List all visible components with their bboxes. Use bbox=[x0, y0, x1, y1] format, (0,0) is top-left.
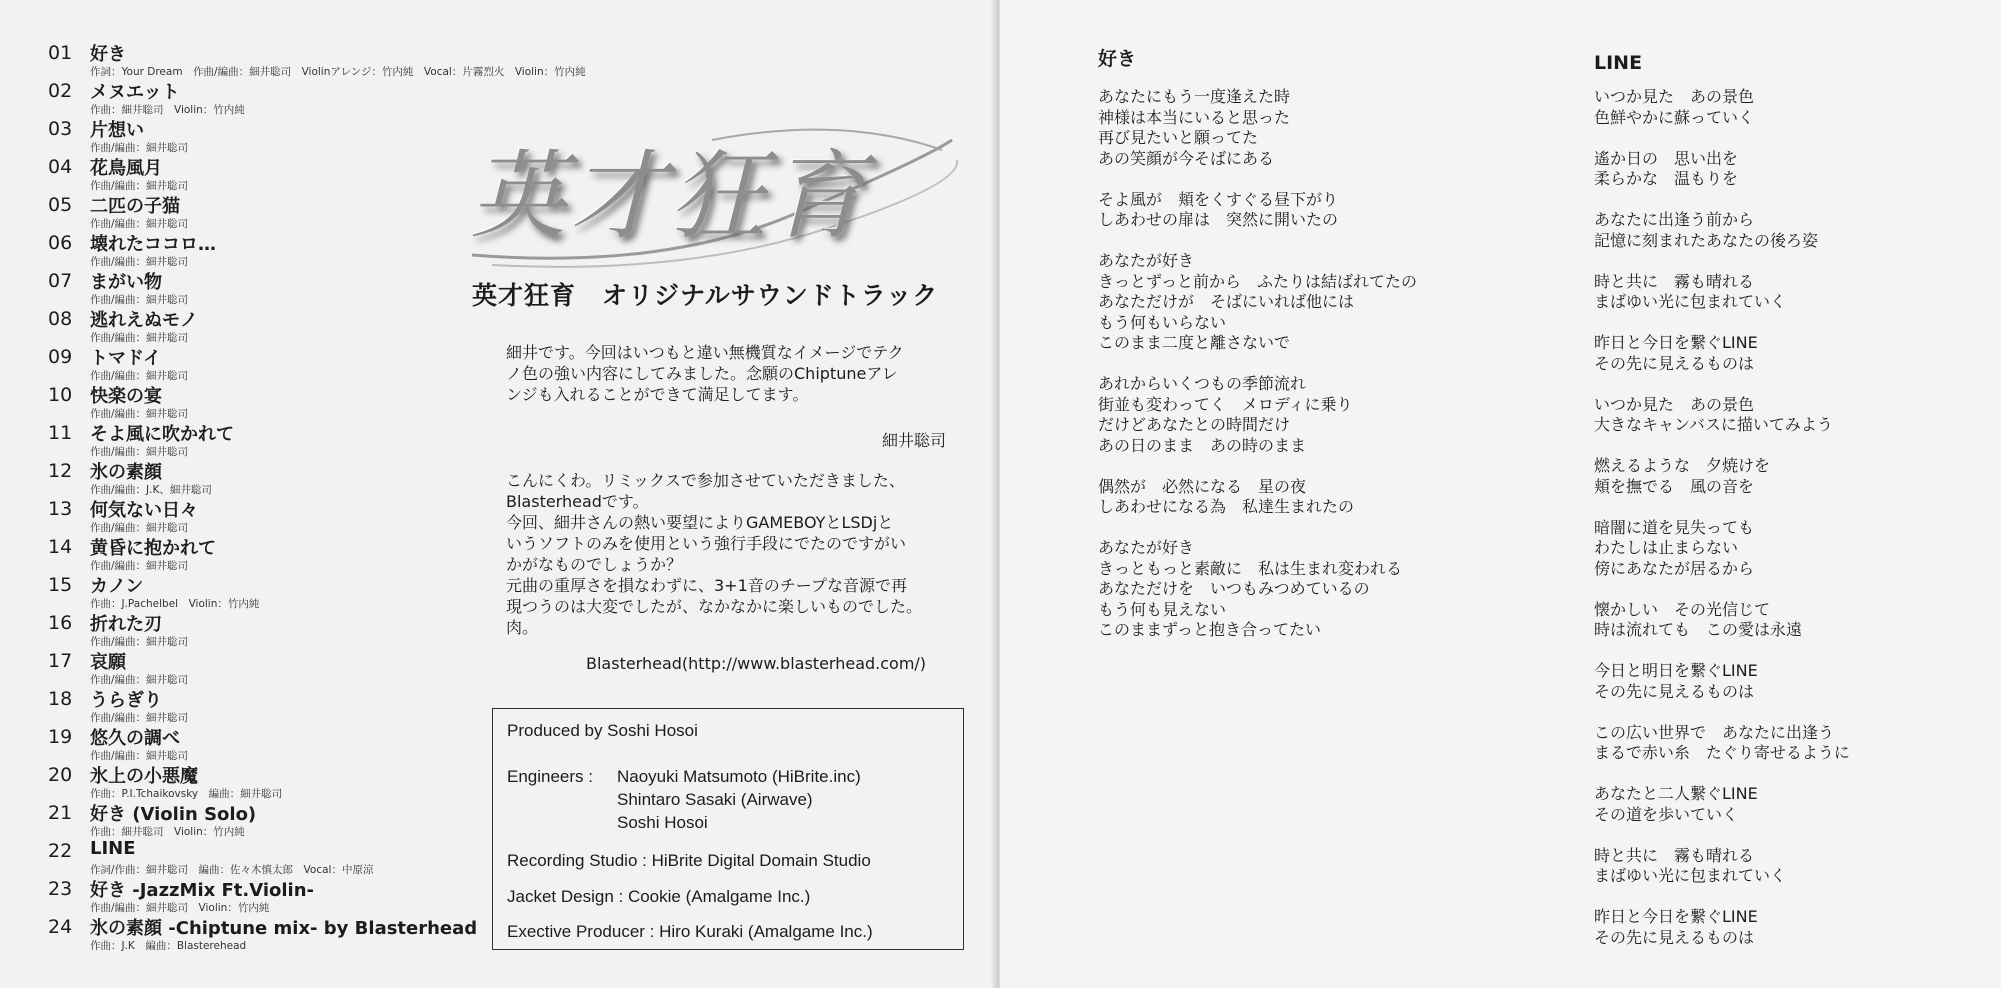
lyric-line: 昨日と今日を繋ぐLINE bbox=[1594, 907, 1758, 926]
track-number: 03 bbox=[48, 118, 73, 140]
track-item bbox=[48, 494, 568, 532]
track-credit: 作曲/編曲：細井聡司 bbox=[90, 712, 189, 724]
track-number: 10 bbox=[48, 384, 73, 406]
track-credit: 作曲/編曲：細井聡司 bbox=[90, 180, 189, 192]
lyric-line: あなたに出逢う前から bbox=[1594, 210, 1755, 229]
lyric-line: このままずっと抱き合ってたい bbox=[1098, 620, 1322, 639]
track-number: 20 bbox=[48, 764, 73, 786]
lyric-line: 暗闇に道を見失っても bbox=[1594, 517, 1755, 537]
credit-executive: Exective Producer : Hiro Kuraki (Amalgame Inc.) bbox=[507, 922, 873, 941]
lyric-stanza bbox=[1098, 251, 1417, 354]
lyric-line: きっとずっと前から ふたりは結ばれてたの bbox=[1098, 271, 1418, 291]
lyric-stanza bbox=[1594, 149, 1850, 190]
track-item bbox=[48, 684, 568, 722]
lyric-line: あなたと二人繋ぐLINE bbox=[1594, 784, 1758, 803]
track-credit: 作曲/編曲：細井聡司 bbox=[90, 142, 189, 154]
comment-line: 現つうのは大変でしたが、なかなかに楽しいものでした。 bbox=[506, 597, 923, 616]
track-number: 18 bbox=[48, 688, 73, 710]
lyric-stanza bbox=[1098, 190, 1417, 231]
track-title: 氷上の小悪魔 bbox=[90, 766, 198, 787]
track-item bbox=[48, 380, 568, 418]
credit-jacket: Jacket Design : Cookie (Amalgame Inc.) bbox=[507, 887, 811, 906]
lyric-stanza bbox=[1594, 723, 1850, 764]
track-title: 哀願 bbox=[90, 652, 126, 673]
track-credit: 作曲/編曲：細井聡司 bbox=[90, 256, 189, 268]
lyric-stanza bbox=[1594, 907, 1850, 948]
track-title: 何気ない日々 bbox=[90, 500, 198, 521]
comment-line: ノ色の強い内容にしてみました。念願のChiptuneアレ bbox=[506, 364, 898, 383]
lyric-stanza bbox=[1594, 210, 1850, 251]
track-credit: 作曲/編曲：細井聡司 bbox=[90, 750, 189, 762]
lyric-stanza bbox=[1594, 87, 1850, 128]
lyric-line: あれからいくつもの季節流れ bbox=[1098, 374, 1307, 393]
track-credit: 作曲/編曲：細井聡司 bbox=[90, 636, 189, 648]
track-item bbox=[48, 912, 568, 950]
lyric-line: 記憶に刻まれたあなたの後ろ姿 bbox=[1594, 230, 1819, 250]
credit-studio: Recording Studio : HiBrite Digital Domain Studio bbox=[507, 851, 871, 870]
track-credit: 作曲/編曲：細井聡司 Violin：竹内純 bbox=[90, 902, 270, 914]
lyric-line: いつか見た あの景色 bbox=[1594, 87, 1755, 106]
track-item bbox=[48, 608, 568, 646]
lyric-line: 偶然が 必然になる 星の夜 bbox=[1098, 476, 1307, 496]
track-title: そよ風に吹かれて bbox=[90, 424, 234, 445]
track-credit: 作曲/編曲：細井聡司 bbox=[90, 370, 189, 382]
track-item bbox=[48, 836, 568, 874]
lyric-stanza bbox=[1098, 374, 1417, 456]
lyrics-line-title: LINE bbox=[1594, 52, 1643, 74]
track-credit: 作曲：J.Pachelbel Violin：竹内純 bbox=[90, 598, 260, 610]
track-item bbox=[48, 570, 568, 608]
lyric-line: きっともっと素敵に 私は生まれ変われる bbox=[1098, 558, 1403, 578]
track-credit: 作曲：細井聡司 Violin：竹内純 bbox=[90, 826, 245, 838]
track-title: 二匹の子猫 bbox=[90, 196, 180, 217]
track-title: カノン bbox=[90, 576, 144, 597]
track-title: 逃れえぬモノ bbox=[90, 310, 198, 331]
track-number: 24 bbox=[48, 916, 73, 938]
lyric-line: だけどあなたとの時間だけ bbox=[1098, 415, 1291, 434]
track-title: 悠久の調べ bbox=[90, 728, 180, 749]
lyric-line: 時と共に 霧も晴れる bbox=[1594, 271, 1755, 291]
lyric-line: 大きなキャンバスに描いてみよう bbox=[1594, 415, 1833, 434]
album-logo bbox=[462, 120, 962, 280]
comment-line: こんにくわ。リミックスで参加させていただきました、 bbox=[506, 471, 905, 490]
track-item bbox=[48, 456, 568, 494]
logo-wordmark: 英才狂育 bbox=[470, 140, 870, 252]
lyric-line: 懐かしい その光信じて bbox=[1594, 599, 1771, 619]
credit-engineer: Soshi Hosoi bbox=[617, 813, 708, 832]
track-number: 14 bbox=[48, 536, 73, 558]
track-credit: 作曲/編曲：細井聡司 bbox=[90, 522, 189, 534]
track-title: 壊れたココロ… bbox=[90, 234, 216, 255]
blasterhead-signature: Blasterhead(http://www.blasterhead.com/) bbox=[586, 654, 927, 673]
lyric-line: 遙か日の 思い出を bbox=[1594, 148, 1739, 168]
track-number: 11 bbox=[48, 422, 73, 444]
lyric-line: 今日と明日を繋ぐLINE bbox=[1594, 661, 1758, 680]
track-credit: 作曲：細井聡司 Violin：竹内純 bbox=[90, 104, 245, 116]
lyric-line: あの笑顔が今そばにある bbox=[1098, 148, 1275, 168]
comment-line: 元曲の重厚さを損なわずに、3+1音のチープな音源で再 bbox=[506, 576, 907, 595]
lyrics-suki-title: 好き bbox=[1098, 48, 1137, 70]
track-number: 13 bbox=[48, 498, 73, 520]
track-number: 08 bbox=[48, 308, 73, 330]
lyric-line: まるで赤い糸 たぐり寄せるように bbox=[1594, 743, 1850, 762]
lyric-stanza bbox=[1594, 600, 1850, 641]
lyric-line: あの日のまま あの時のまま bbox=[1098, 435, 1307, 455]
track-item bbox=[48, 38, 586, 78]
track-number: 02 bbox=[48, 80, 73, 102]
track-title: うらぎり bbox=[90, 690, 162, 711]
track-item bbox=[48, 646, 568, 684]
track-item bbox=[48, 760, 568, 798]
lyric-stanza bbox=[1594, 456, 1850, 497]
lyric-line: 昨日と今日を繋ぐLINE bbox=[1594, 333, 1758, 352]
blasterhead-comment bbox=[506, 470, 952, 638]
credit-engineer: Naoyuki Matsumoto (HiBrite.inc) bbox=[617, 767, 861, 786]
lyric-line: あなたにもう一度逢えた時 bbox=[1098, 87, 1291, 106]
lyric-line: その先に見えるものは bbox=[1594, 681, 1755, 701]
track-number: 17 bbox=[48, 650, 73, 672]
lyric-stanza bbox=[1594, 272, 1850, 313]
lyric-line: 燃えるような 夕焼けを bbox=[1594, 456, 1771, 475]
track-title: メヌエット bbox=[90, 82, 180, 103]
lyric-line: いつか見た あの景色 bbox=[1594, 394, 1755, 414]
track-number: 23 bbox=[48, 878, 73, 900]
lyric-stanza bbox=[1098, 87, 1417, 169]
track-number: 19 bbox=[48, 726, 73, 748]
track-title: 好き -JazzMix Ft.Violin- bbox=[90, 880, 315, 901]
track-title: 片想い bbox=[90, 120, 144, 141]
lyric-stanza bbox=[1098, 538, 1417, 641]
track-number: 12 bbox=[48, 460, 73, 482]
track-title: 好き (Violin Solo) bbox=[90, 804, 257, 825]
track-number: 22 bbox=[48, 840, 73, 862]
credit-engineer: Shintaro Sasaki (Airwave) bbox=[617, 790, 813, 809]
track-credit: 作曲/編曲：細井聡司 bbox=[90, 294, 189, 306]
track-credit: 作曲/編曲：細井聡司 bbox=[90, 674, 189, 686]
lyric-stanza bbox=[1594, 333, 1850, 374]
comment-line: ンジも入れることができて満足してます。 bbox=[506, 385, 809, 404]
track-number: 04 bbox=[48, 156, 73, 178]
lyric-line: もう何もいらない bbox=[1098, 312, 1227, 332]
lyric-stanza bbox=[1594, 395, 1850, 436]
track-credit: 作曲：J.K 編曲：Blasterehead bbox=[90, 940, 247, 952]
track-number: 16 bbox=[48, 612, 73, 634]
lyric-line: その先に見えるものは bbox=[1594, 353, 1755, 373]
comment-line: 細井です。今回はいつもと違い無機質なイメージでテク bbox=[506, 343, 904, 362]
track-item bbox=[48, 798, 568, 836]
lyric-line: まばゆい光に包まれていく bbox=[1594, 866, 1787, 885]
lyric-line: その先に見えるものは bbox=[1594, 927, 1755, 947]
lyric-line: あなただけを いつもみつめているの bbox=[1098, 579, 1370, 598]
track-credit: 作曲/編曲：細井聡司 bbox=[90, 332, 189, 344]
lyric-line: 時と共に 霧も晴れる bbox=[1594, 845, 1755, 865]
track-title: 黄昏に抱かれて bbox=[90, 538, 216, 559]
hosoi-signature: 細井聡司 bbox=[882, 431, 947, 450]
hosoi-comment bbox=[506, 342, 952, 405]
lyric-line: 神様は本当にいると思った bbox=[1098, 107, 1291, 127]
track-number: 05 bbox=[48, 194, 73, 216]
lyric-line: あなたが好き bbox=[1098, 251, 1195, 270]
lyric-stanza bbox=[1594, 518, 1850, 580]
track-credit: 作曲：P.I.Tchaikovsky 編曲：細井聡司 bbox=[90, 788, 283, 800]
track-credit: 作詞：Your Dream 作曲/編曲：細井聡司 Violinアレンジ：竹内純 Vocal：片霧烈火 Violin：竹内純 bbox=[90, 66, 586, 78]
lyric-line: このまま二度と離さないで bbox=[1098, 333, 1291, 352]
track-number: 15 bbox=[48, 574, 73, 596]
track-item bbox=[48, 418, 568, 456]
lyric-line: 街並も変わってく メロディに乗り bbox=[1098, 394, 1353, 414]
track-item bbox=[48, 342, 568, 380]
track-credit: 作曲/編曲：細井聡司 bbox=[90, 408, 189, 420]
lyric-stanza bbox=[1594, 661, 1850, 702]
album-title: 英才狂育 オリジナルサウンドトラック bbox=[472, 281, 939, 310]
track-item bbox=[48, 532, 568, 570]
lyric-stanza bbox=[1098, 477, 1417, 518]
track-title: 氷の素顔 bbox=[90, 462, 162, 483]
comment-line: Blasterheadです。 bbox=[506, 492, 649, 511]
track-title: 好き bbox=[90, 44, 126, 65]
track-item bbox=[48, 874, 568, 912]
lyric-line: 再び見たいと願ってた bbox=[1098, 128, 1259, 147]
lyric-line: 頬を撫でる 風の音を bbox=[1594, 476, 1755, 496]
credit-producer: Produced by Soshi Hosoi bbox=[507, 721, 698, 740]
track-number: 21 bbox=[48, 802, 73, 824]
lyric-stanza bbox=[1594, 846, 1850, 887]
lyric-stanza bbox=[1594, 784, 1850, 825]
lyric-line: この広い世界で あなたに出逢う bbox=[1594, 722, 1835, 742]
lyric-line: しあわせになる為 私達生まれたの bbox=[1098, 497, 1355, 516]
track-title: 折れた刃 bbox=[90, 614, 162, 635]
track-number: 01 bbox=[48, 42, 73, 64]
track-credit: 作詞/作曲：細井聡司 編曲：佐々木慎太郎 Vocal：中原涼 bbox=[90, 864, 374, 876]
comment-line: 今回、細井さんの熱い要望によりGAMEBOYとLSDjと bbox=[506, 513, 894, 532]
lyric-line: わたしは止まらない bbox=[1594, 538, 1739, 557]
lyric-line: そよ風が 頬をくすぐる昼下がり bbox=[1098, 189, 1339, 209]
track-title: 氷の素顔 -Chiptune mix- by Blasterhead bbox=[90, 918, 478, 939]
comment-line: いうソフトのみを使用という強行手段にでたのですがい bbox=[506, 534, 907, 553]
track-title: 快楽の宴 bbox=[90, 386, 162, 407]
comment-line: 肉。 bbox=[506, 618, 539, 637]
lyrics-line bbox=[1594, 87, 1850, 969]
track-number: 09 bbox=[48, 346, 73, 368]
lyric-line: まばゆい光に包まれていく bbox=[1594, 292, 1787, 311]
credit-engineers-label: Engineers : bbox=[507, 767, 593, 786]
track-item bbox=[48, 722, 568, 760]
track-title: LINE bbox=[90, 838, 136, 859]
track-credit: 作曲/編曲：細井聡司 bbox=[90, 560, 189, 572]
booklet-left-page bbox=[0, 0, 996, 988]
track-number: 06 bbox=[48, 232, 73, 254]
booklet-right-page bbox=[1000, 0, 2001, 988]
track-title: 花鳥風月 bbox=[90, 158, 162, 179]
lyric-line: その道を歩いていく bbox=[1594, 804, 1739, 824]
lyric-line: あなたが好き bbox=[1098, 538, 1195, 557]
production-credits-box bbox=[492, 708, 964, 950]
lyric-line: 柔らかな 温もりを bbox=[1594, 169, 1739, 188]
lyric-line: しあわせの扉は 突然に開いたの bbox=[1098, 210, 1339, 229]
comment-line: かがなものでしょうか？ bbox=[506, 555, 683, 574]
lyrics-suki bbox=[1098, 87, 1417, 661]
track-title: まがい物 bbox=[90, 272, 162, 293]
lyric-line: 色鮮やかに蘇っていく bbox=[1594, 107, 1755, 127]
lyric-line: もう何も見えない bbox=[1098, 599, 1227, 619]
track-item bbox=[48, 76, 568, 114]
track-credit: 作曲/編曲：J.K、細井聡司 bbox=[90, 484, 212, 496]
track-number: 07 bbox=[48, 270, 73, 292]
track-credit: 作曲/編曲：細井聡司 bbox=[90, 218, 189, 230]
track-credit: 作曲/編曲：細井聡司 bbox=[90, 446, 189, 458]
lyric-line: 時は流れても この愛は永遠 bbox=[1594, 620, 1803, 639]
lyric-line: あなただけが そばにいれば他には bbox=[1098, 292, 1355, 311]
track-title: トマドイ bbox=[90, 348, 162, 369]
lyric-line: 傍にあなたが居るから bbox=[1594, 558, 1755, 578]
